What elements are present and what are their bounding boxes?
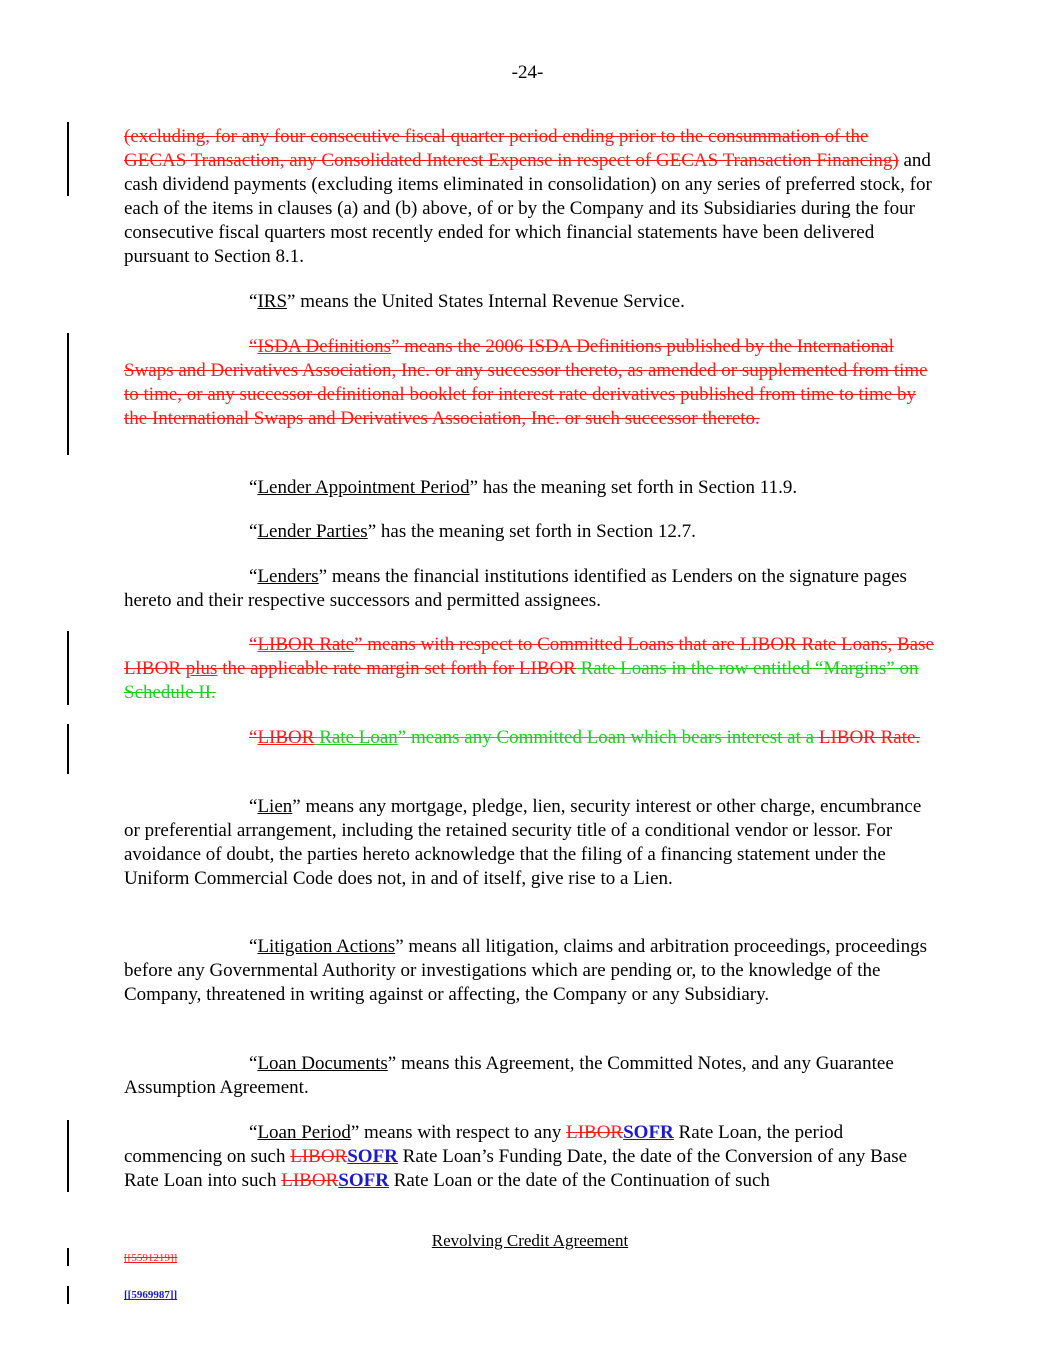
definition-lien: “Lien” means any mortgage, pledge, lien, security interest or other charge, encumbrance or preferential arrangement, including the retained security title of a conditional vendor or lessor. For avoidance of doubt, the parties hereto acknowledge that the filing of a financing statement under the Uniform Commercial Code does not, in and of itself, give rise to a Lien.	[124, 796, 922, 889]
change-bar	[67, 724, 69, 774]
defined-term: IRS	[257, 291, 288, 312]
footer-title: Revolving Credit Agreement	[431, 1231, 629, 1250]
defined-term: Loan Period	[257, 1122, 351, 1143]
definition-libor-rate-loan: “LIBOR Rate Loan” means any Committed Loan which bears interest at a LIBOR Rate.	[249, 727, 921, 748]
definition-isda: “ISDA Definitions” means the 2006 ISDA Definitions published by the International Swaps and Derivatives Association, Inc. or any successor thereto, as amended or supplemented from time to time, or any successor definitional booklet for interest rate derivatives published from time to time by the International Swaps and Derivatives Association, Inc. or such successor thereto.	[124, 336, 928, 429]
deleted-text: LIBOR	[281, 1170, 339, 1191]
definition-loan-documents: “Loan Documents” means this Agreement, the Committed Notes, and any Guarantee Assumption Agreement.	[124, 1053, 894, 1098]
inserted-text: SOFR	[623, 1122, 674, 1143]
change-bar	[67, 1286, 69, 1304]
change-bar	[67, 333, 69, 455]
definition-litigation-actions: “Litigation Actions” means all litigation, claims and arbitration proceedings, proceedings before any Governmental Authority or investigations which are pending or, to the knowledge of the Company, threatened in writing against or affecting, the Company or any Subsidiary.	[124, 936, 928, 1005]
definition-irs: “IRS” means the United States Internal Revenue Service.	[249, 291, 685, 312]
defined-term: Lender Parties	[257, 521, 368, 542]
defined-term: Lender Appointment Period	[257, 477, 470, 498]
change-bar	[67, 631, 69, 705]
paragraph-text: and cash dividend payments (excluding items eliminated in consolidation) on any series of preferred stock, for each of the items in clauses (a) and (b) above, of or by the Company and its Subsidiaries during the four consecutive fiscal quarters most recently ended for which financial statements have been delivered pursuant to Section 8.1.	[124, 150, 932, 267]
defined-term: Litigation Actions	[257, 936, 396, 957]
page-number: -24-	[511, 62, 544, 83]
deleted-text: (excluding, for any four consecutive fiscal quarter period ending prior to the consummation of the GECAS Transaction, any Consolidated Interest Expense in respect of GECAS Transaction Financing)	[124, 126, 899, 171]
inserted-text: SOFR	[338, 1170, 389, 1191]
defined-term: Loan Documents	[257, 1053, 388, 1074]
moved-deleted-text: Rate Loans in the row entitled “Margins” on Schedule II.	[124, 658, 919, 703]
definition-loan-period: “Loan Period” means with respect to any LIBORSOFR Rate Loan, the period commencing on such LIBORSOFR Rate Loan’s Funding Date, the date of the Conversion of any Base Rate Loan into such LIBORSOFR Rate Loan or the date of the Continuation of such	[124, 1122, 908, 1191]
defined-term: LIBOR Rate	[257, 634, 355, 655]
document-id-deleted: [[5591219]]	[124, 1252, 178, 1264]
deleted-text: ” means the 2006 ISDA Definitions published by the International Swaps and Derivatives Association, Inc. or any successor thereto, as amended or supplemented from time to time, or any successor definitional booklet for interest rate derivatives published from time to time by the International Swaps and Derivatives Association, Inc. or such successor thereto.	[124, 336, 928, 429]
deleted-text: LIBOR	[290, 1146, 348, 1167]
inserted-text: SOFR	[347, 1146, 398, 1167]
defined-term: ISDA Definitions	[257, 336, 391, 357]
defined-term: Lenders	[257, 566, 319, 587]
change-bar	[67, 122, 69, 196]
change-bar	[67, 1120, 69, 1192]
paragraph-continuation	[124, 125, 934, 269]
deleted-text: LIBOR	[566, 1122, 624, 1143]
definition-lender-appointment-period: “Lender Appointment Period” has the meaning set forth in Section 11.9.	[249, 477, 798, 498]
document-id-inserted: [[5969987]]	[124, 1289, 178, 1301]
defined-term: LIBOR	[257, 727, 315, 748]
definition-lenders: “Lenders” means the financial institutions identified as Lenders on the signature pages hereto and their respective successors and permitted assignees.	[124, 566, 907, 611]
defined-term: Lien	[257, 796, 293, 817]
definition-lender-parties: “Lender Parties” has the meaning set forth in Section 12.7.	[249, 521, 696, 542]
definition-libor-rate: “LIBOR Rate” means with respect to Committed Loans that are LIBOR Rate Loans, Base LIBOR plus the applicable rate margin set forth for LIBOR Rate Loans in the row entitled “Margins” on Schedule II.	[124, 634, 934, 703]
